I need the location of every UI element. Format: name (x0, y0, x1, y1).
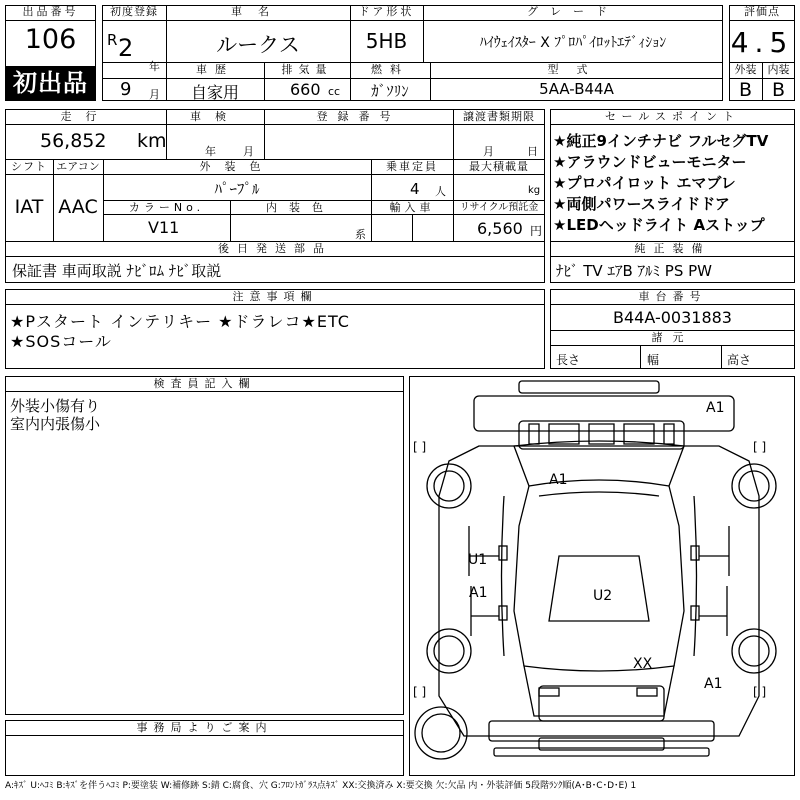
genuine-equipment-label: 純正装備 (634, 242, 711, 255)
damage-mark-left-rear: A1 (469, 585, 488, 601)
reg-number-label: 登録番号 (316, 110, 401, 123)
sales-point: ★LEDヘッドライト Aストップ (553, 216, 765, 234)
door-type: 5HB (365, 29, 408, 53)
month-unit: 月 (149, 88, 160, 101)
transfer-label: 譲渡書類期限 (463, 110, 535, 123)
max-load-label: 最大積載量 (469, 160, 529, 173)
history-label: 車歴 (196, 63, 234, 76)
era: R (107, 31, 118, 49)
first-listing-badge: 初出品 (6, 66, 95, 100)
year-unit: 年 (149, 60, 160, 73)
color-no-label: カラーNo. (128, 201, 205, 214)
chassis-label: 車台番号 (638, 290, 707, 303)
later-parts: 保証書 車両取説 ﾅﾋﾞﾛﾑ ﾅﾋﾞ取説 (12, 262, 222, 280)
chassis-number: B44A-0031883 (613, 308, 732, 327)
shift-label: シフト (11, 160, 47, 173)
recycle-label: リサイクル預託金 (459, 202, 539, 213)
lot-number-label: 出品番号 (22, 5, 79, 18)
model-label: 型式 (547, 63, 606, 76)
interior-grade: B (771, 79, 786, 101)
mileage-label: 走行 (60, 110, 111, 123)
inspection-month-unit: 月 (243, 145, 254, 158)
length-label: 長さ (556, 353, 581, 367)
notes-line-2: ★SOSコール (10, 332, 112, 351)
displacement-unit: cc (328, 85, 341, 98)
recycle-unit: 円 (530, 224, 543, 238)
inspection-label: 車検 (190, 110, 240, 123)
mileage: 56,852 (40, 130, 107, 152)
model: 5AA-B44A (539, 80, 614, 98)
inspector-note-1: 外装小傷有り (10, 397, 101, 415)
color-label: 外装色 (199, 160, 275, 173)
shift: IAT (14, 196, 44, 218)
sales-points-label: セールスポイント (604, 110, 740, 123)
fuel-label: 燃料 (371, 63, 409, 76)
interior-color-label: 内装色 (266, 201, 335, 214)
damage-legend: A:ｷｽﾞ U:ﾍｺﾐ B:ｷｽﾞを伴うﾍｺﾐ P:要塗装 W:補修跡 S:錆 C:腐食、穴 G:ﾌﾛﾝﾄｶﾞﾗｽ点ｷｽﾞ XX:交換済み X:要交換 欠:欠品 内・外装評価 5段階ﾗﾝｸ順(A･B･C･D･E) 1 (5, 781, 637, 791)
displacement-label: 排気量 (281, 63, 333, 76)
capacity-unit: 人 (435, 185, 446, 198)
genuine-equipment: ﾅﾋﾞ TV ｴｱB ｱﾙﾐ PS PW (556, 262, 712, 280)
office-label: 事務局よりご案内 (136, 721, 273, 734)
transfer-day-unit: 日 (527, 145, 538, 158)
bracket-right-lower: [ ] (753, 685, 767, 699)
history: 自家用 (190, 83, 239, 102)
bracket-left-upper: [ ] (413, 440, 427, 454)
grade-label: グレード (527, 5, 619, 18)
inspector-note-2: 室内内張傷小 (10, 415, 101, 433)
displacement: 660 (290, 80, 321, 99)
sales-point: ★プロパイロット エマブレ (553, 174, 736, 192)
damage-mark-center: U2 (593, 588, 613, 604)
body-color: ﾊﾟｰﾌﾟﾙ (214, 180, 260, 198)
damage-mark-left-front: U1 (468, 552, 488, 568)
grade: ﾊｲｳｪｲｽﾀｰ X ﾌﾟﾛﾊﾟｲﾛｯﾄｴﾃﾞｨｼｮﾝ (479, 35, 667, 51)
damage-mark-rear-right: A1 (706, 400, 725, 416)
later-parts-label: 後日発送部品 (218, 242, 332, 255)
inspection-year-unit: 年 (205, 145, 216, 158)
car-outline-diagram (409, 376, 795, 776)
door-label: ドア形状 (358, 5, 415, 18)
import-label: 輸入車 (389, 201, 435, 214)
interior-label: 内装 (767, 63, 790, 76)
capacity-label: 乗車定員 (386, 160, 438, 173)
first-reg-month: 9 (120, 79, 132, 100)
recycle-fee: 6,560 (477, 219, 523, 238)
overall-score: 4.5 (730, 26, 794, 59)
capacity: 4 (410, 180, 420, 198)
fuel: ｶﾞｿﾘﾝ (371, 82, 409, 100)
bracket-right-upper: [ ] (753, 440, 767, 454)
car-name: ルークス (216, 33, 300, 57)
sales-point: ★両側パワースライドドア (553, 195, 730, 213)
mileage-unit: km (137, 130, 167, 152)
notes-line-1: ★Pスタート インテリキー ★ドラレコ★ETC (10, 312, 350, 331)
damage-mark-right-front-2: A1 (704, 676, 723, 692)
first-reg-label: 初度登録 (110, 5, 158, 18)
ac-label: エアコン (56, 160, 100, 173)
sales-points-list (553, 131, 793, 236)
lot-number: 106 (24, 24, 77, 55)
sales-point: ★アラウンドビューモニター (553, 153, 747, 171)
notes-label: 注意事項欄 (232, 290, 318, 303)
color-no: V11 (148, 218, 180, 237)
ac: AAC (58, 196, 98, 218)
first-reg-year: 2 (118, 34, 134, 62)
exterior-label: 外装 (734, 63, 757, 76)
car-name-label: 車名 (231, 5, 285, 18)
width-label: 幅 (647, 353, 660, 367)
exterior-grade: B (738, 79, 753, 101)
sales-point: ★純正9インチナビ フルセグTV (553, 132, 769, 150)
dims-label: 諸元 (651, 331, 694, 344)
height-label: 高さ (727, 353, 752, 367)
damage-mark-right-front: XX (633, 656, 653, 672)
inspector-label: 検査員記入欄 (153, 377, 256, 390)
max-load-unit: kg (528, 185, 541, 196)
interior-color-unit: 系 (355, 228, 366, 241)
score-label: 評価点 (744, 5, 780, 18)
transfer-month-unit: 月 (483, 145, 494, 158)
bracket-left-lower: [ ] (413, 685, 427, 699)
damage-mark-roof: A1 (549, 472, 568, 488)
